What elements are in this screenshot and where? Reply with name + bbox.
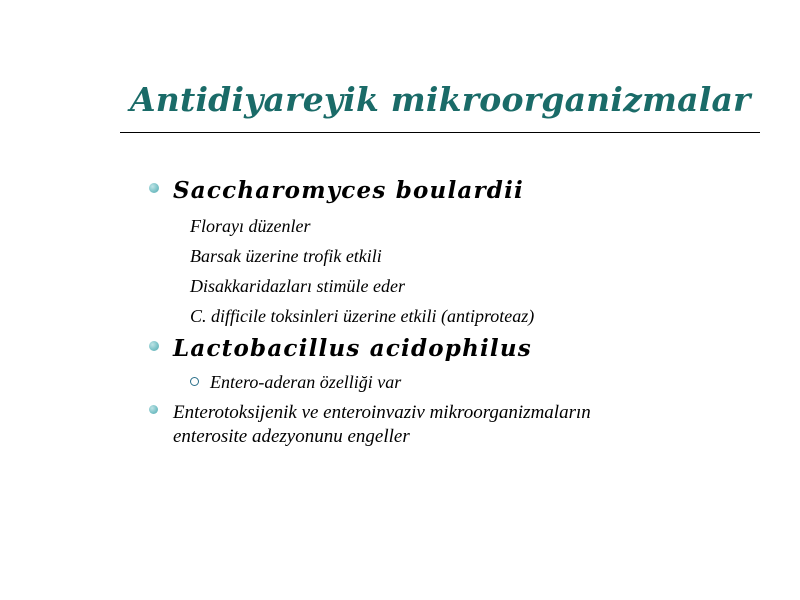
item-heading-lactobacillus: Lactobacillus acidophilus (173, 335, 532, 362)
sub-item: Florayı düzenler (190, 216, 311, 236)
teal-sphere-bullet-icon (149, 341, 159, 351)
teal-sphere-bullet-icon (149, 183, 159, 193)
sub-item: Disakkaridazları stimüle eder (190, 276, 405, 296)
sub-item: Barsak üzerine trofik etkili (190, 246, 382, 266)
hollow-ring-bullet-icon (190, 377, 199, 386)
item-heading-saccharomyces: Saccharomyces boulardii (173, 177, 524, 204)
item-text-line: Enterotoksijenik ve enteroinvaziv mikroorganizmaların (173, 402, 591, 423)
sub-item: C. difficile toksinleri üzerine etkili (antiproteaz) (190, 306, 535, 326)
sub-item: Entero-aderan özelliği var (210, 372, 402, 392)
item-text (173, 401, 733, 449)
slide-title: Antidiyareyik mikroorganizmalar (130, 80, 751, 119)
item-text-line: enterosite adezyonunu engeller (173, 426, 410, 447)
teal-sphere-bullet-icon (149, 405, 158, 414)
